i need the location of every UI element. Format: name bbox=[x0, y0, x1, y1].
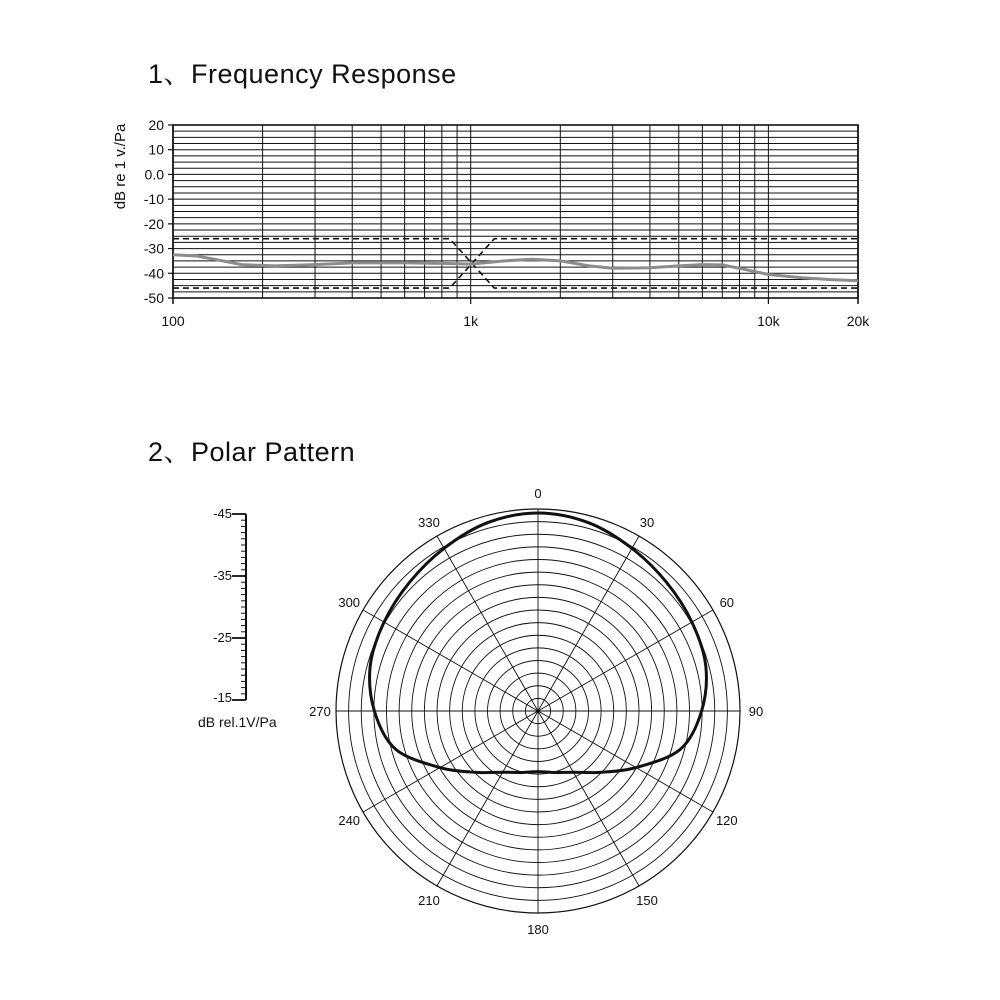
polar-angle-label: 0 bbox=[534, 486, 542, 501]
scale-tick-label: -25 bbox=[213, 630, 232, 645]
y-tick-label: 20 bbox=[148, 117, 164, 133]
x-tick-label: 20k bbox=[846, 313, 870, 329]
x-tick-label: 10k bbox=[757, 313, 780, 329]
y-axis-label: dB re 1 v./Pa bbox=[112, 123, 129, 210]
polar-angle-label: 210 bbox=[418, 892, 440, 908]
polar-angle-label: 30 bbox=[639, 515, 655, 531]
y-tick-label: 10 bbox=[148, 141, 164, 158]
y-tick-label: -10 bbox=[143, 191, 164, 208]
x-tick-label: 100 bbox=[161, 313, 185, 329]
scale-tick-label: -45 bbox=[213, 506, 232, 521]
scale-tick-label: -35 bbox=[213, 568, 232, 583]
y-tick-label: 0.0 bbox=[144, 166, 164, 183]
y-tick-label: -20 bbox=[143, 215, 164, 232]
y-tick-label: -30 bbox=[143, 240, 164, 257]
y-tick-label: -40 bbox=[143, 265, 164, 282]
scale-unit-label: dB rel.1V/Pa bbox=[198, 714, 277, 730]
polar-angle-label: 150 bbox=[636, 892, 658, 908]
polar-angle-label: 240 bbox=[338, 813, 361, 828]
scale-tick-label: -15 bbox=[213, 690, 232, 705]
frequency-response-title: 1、Frequency Response bbox=[148, 59, 457, 89]
x-tick-label: 1k bbox=[463, 313, 479, 329]
polar-pattern-title: 2、Polar Pattern bbox=[148, 437, 356, 467]
polar-angle-label: 300 bbox=[338, 595, 361, 610]
polar-angle-label: 120 bbox=[715, 813, 738, 828]
polar-angle-label: 180 bbox=[527, 922, 549, 937]
polar-angle-label: 90 bbox=[748, 704, 764, 719]
polar-angle-label: 330 bbox=[418, 515, 440, 531]
y-tick-label: -50 bbox=[143, 290, 164, 306]
polar-angle-label: 270 bbox=[309, 704, 331, 719]
polar-angle-label: 60 bbox=[719, 595, 735, 610]
